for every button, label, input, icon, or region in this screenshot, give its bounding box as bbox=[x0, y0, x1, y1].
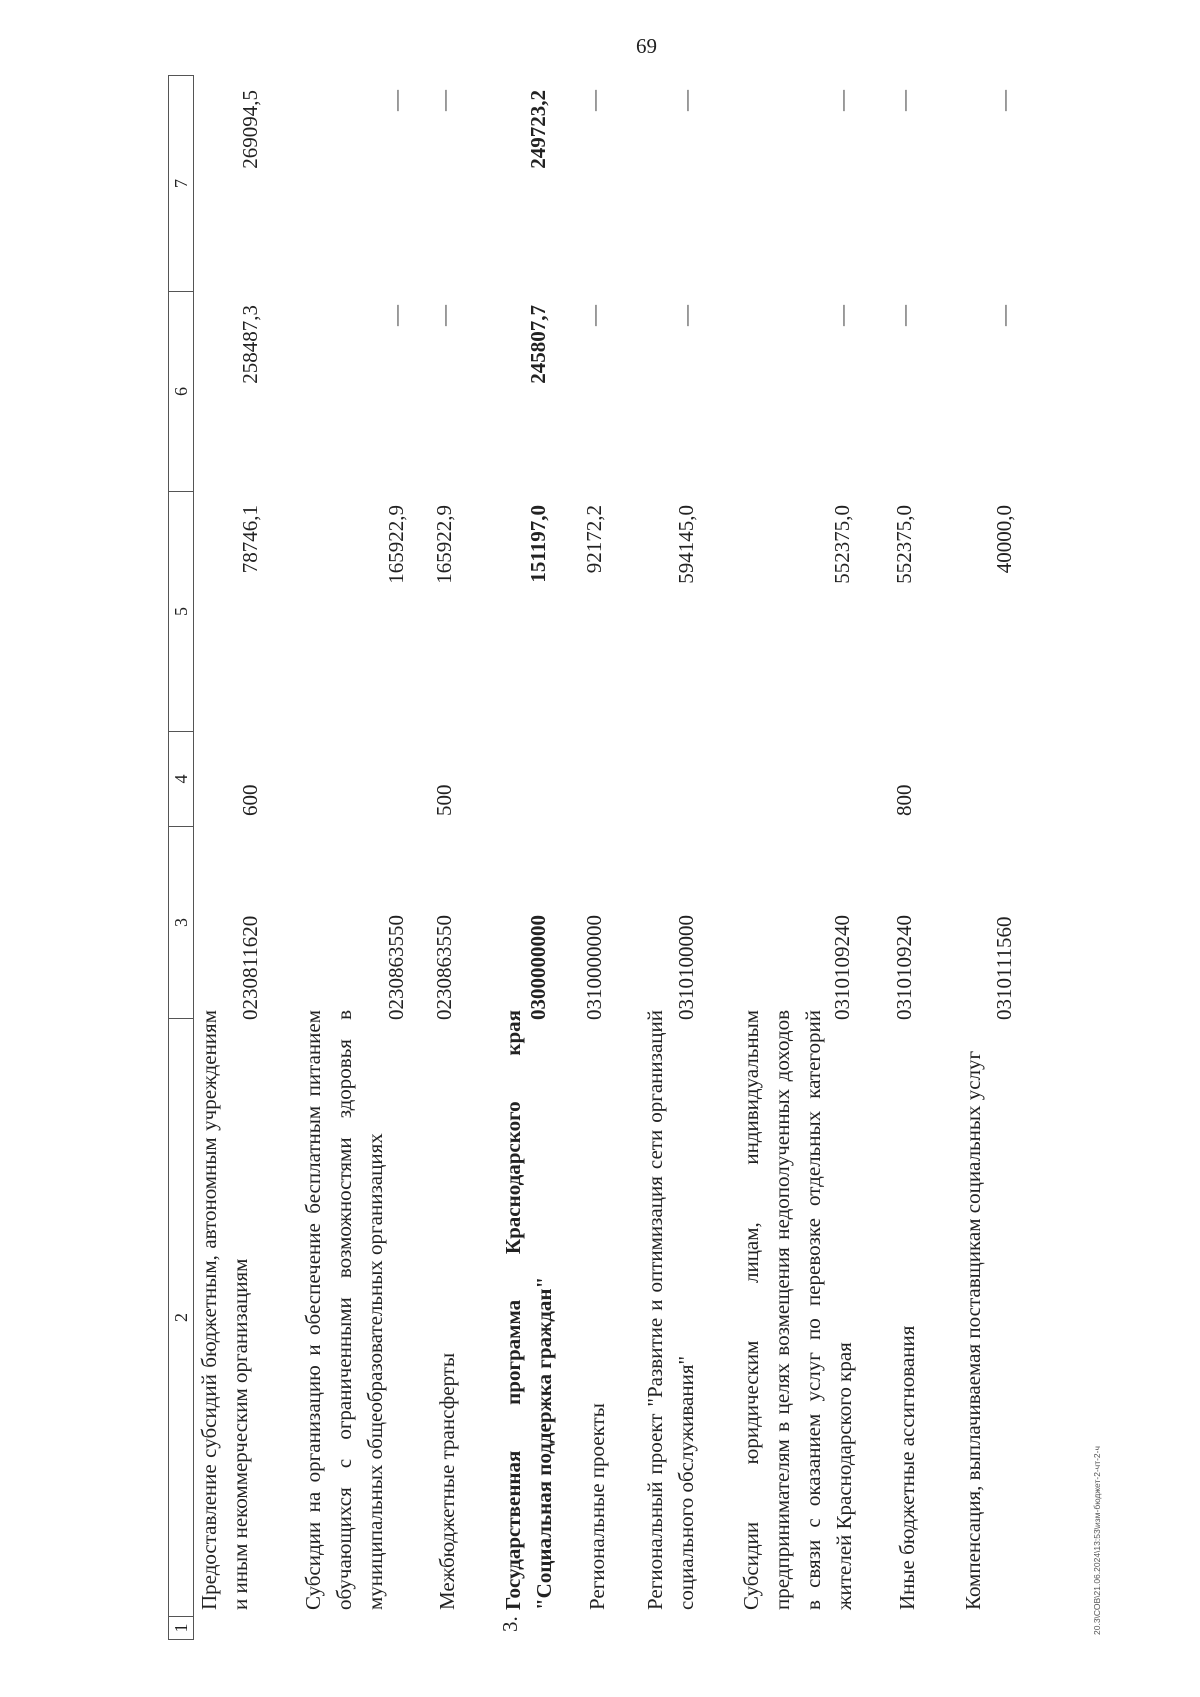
row-code: 0310111560 bbox=[992, 916, 1016, 1020]
header-col-2: 2 bbox=[169, 1019, 193, 1617]
row-code: 0310100000 bbox=[674, 915, 698, 1020]
row-value-5: 92172,2 bbox=[582, 505, 606, 574]
table-row bbox=[728, 75, 870, 1640]
row-value-5: 40000,0 bbox=[992, 505, 1016, 574]
row-value-5: 78746,1 bbox=[238, 505, 262, 574]
table-row bbox=[194, 75, 282, 1640]
table-header bbox=[168, 75, 194, 1640]
row-code: 0310109240 bbox=[892, 915, 916, 1020]
footer-code: 20.3\СОВ\21.06.2024\13:53\изм-бюджет-2-чт-2-ч bbox=[1092, 1446, 1102, 1635]
table-row-program bbox=[486, 75, 572, 1640]
row-name: Государственная программа Краснодарского края "Социальная поддержка граждан" bbox=[501, 1010, 556, 1610]
row-value-5: 552375,0 bbox=[892, 505, 916, 584]
row-code: 0300000000 bbox=[526, 915, 550, 1020]
row-value-6: — bbox=[830, 305, 854, 326]
row-value-5: 165922,9 bbox=[384, 505, 408, 584]
table-row bbox=[876, 75, 936, 1640]
row-type: 800 bbox=[892, 784, 916, 816]
table-row bbox=[958, 75, 1038, 1640]
row-value-7: — bbox=[384, 90, 408, 111]
row-value-7: — bbox=[830, 90, 854, 111]
row-value-6: — bbox=[384, 305, 408, 326]
row-name: Компенсация, выплачиваемая поставщикам социальных услуг bbox=[961, 1050, 985, 1610]
row-value-7: — bbox=[892, 90, 916, 111]
row-name: Иные бюджетные ассигнования bbox=[895, 1325, 919, 1610]
table-row bbox=[422, 75, 482, 1640]
row-value-6: — bbox=[892, 305, 916, 326]
row-code: 0230811620 bbox=[238, 915, 262, 1020]
row-value-5: 552375,0 bbox=[830, 505, 854, 584]
header-col-4: 4 bbox=[169, 732, 193, 827]
header-col-7: 7 bbox=[169, 76, 193, 292]
row-type: 500 bbox=[432, 784, 456, 816]
header-col-6: 6 bbox=[169, 292, 193, 492]
row-value-6: 258487,3 bbox=[238, 305, 262, 384]
row-value-7: — bbox=[582, 90, 606, 111]
row-code: 0310109240 bbox=[830, 915, 854, 1020]
row-value-7: — bbox=[432, 90, 456, 111]
row-name: Предоставление субсидий бюджетным, автономным учреждениям и иным некоммерческим организациям bbox=[197, 1010, 252, 1610]
row-type: 600 bbox=[238, 784, 262, 816]
row-value-5: 594145,0 bbox=[674, 505, 698, 584]
rotated-budget-table bbox=[168, 75, 1128, 1640]
row-name: Межбюджетные трансферты bbox=[435, 1352, 459, 1610]
row-value-6: — bbox=[992, 305, 1016, 326]
row-name: Региональный проект "Развитие и оптимизация сети организаций социального обслуживания" bbox=[643, 1010, 698, 1610]
row-code: 0230863550 bbox=[384, 915, 408, 1020]
row-name: Субсидии на организацию и обеспечение бесплатным питанием обучающихся с ограниченными возможностями здоровья в муниципальных общеобразовательных организациях bbox=[301, 1010, 387, 1610]
row-name: Субсидии юридическим лицам, индивидуальным предпринимателям в целях возмещения недополученных доходов в связи с оказанием услуг по перевозке отдельных категорий жителей Краснодарского края bbox=[739, 1010, 856, 1610]
header-col-3: 3 bbox=[169, 827, 193, 1019]
row-value-6: — bbox=[432, 305, 456, 326]
page-number: 69 bbox=[636, 34, 657, 58]
header-col-5: 5 bbox=[169, 492, 193, 732]
row-value-7: 249723,2 bbox=[526, 90, 550, 169]
row-value-7: — bbox=[674, 90, 698, 111]
row-value-5: 151197,0 bbox=[526, 505, 550, 583]
row-code: 0310000000 bbox=[582, 915, 606, 1020]
table-row bbox=[634, 75, 714, 1640]
row-value-5: 165922,9 bbox=[432, 505, 456, 584]
row-value-7: — bbox=[992, 90, 1016, 111]
row-number: 3. bbox=[498, 1616, 522, 1632]
row-value-6: — bbox=[582, 305, 606, 326]
row-name: Региональные проекты bbox=[585, 1403, 609, 1610]
row-value-6: 245807,7 bbox=[526, 305, 550, 384]
row-value-7: 269094,5 bbox=[238, 90, 262, 169]
table-row bbox=[282, 75, 422, 1640]
header-col-1: 1 bbox=[171, 1623, 191, 1633]
table-row bbox=[578, 75, 622, 1640]
row-code: 0230863550 bbox=[432, 915, 456, 1020]
row-value-6: — bbox=[674, 305, 698, 326]
